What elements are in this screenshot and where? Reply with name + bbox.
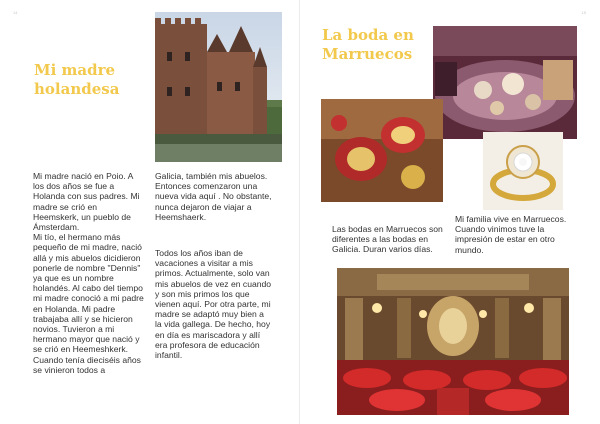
page-number: 14	[13, 10, 18, 15]
castle-photo	[155, 12, 282, 162]
body-text-left: Las bodas en Marruecos son diferentes a las bodas en Galicia. Duran varios días.	[332, 224, 443, 255]
body-text-column-2a: Galicia, también mis abuelos. Entonces comenzaron una nueva vida aquí . No obstante, nunca dejaron de viajar a Heemshaerk.	[155, 171, 272, 222]
page-title: Mi madre holandesa	[34, 61, 120, 98]
wedding-table-icon	[433, 26, 577, 139]
jewellery-photo	[321, 99, 443, 202]
gold-ring-photo	[483, 132, 563, 210]
castle-icon	[155, 12, 282, 162]
ring-icon	[483, 132, 563, 210]
banquet-hall-icon	[337, 268, 569, 415]
body-text-column-2b: Todos los años iban de vacaciones a visitar a mis primos. Actualmente, solo van mis abuelos de vez en cuando y son mis primos los que vienen aquí. Por otra parte, mi madre se adaptó muy bien a la vida gallega. De hecho, hoy en día es mariscadora y allí era profesora de educación infantil.	[155, 248, 272, 361]
page-title: La boda en Marruecos	[322, 26, 414, 63]
page-number: 15	[581, 10, 586, 15]
banquet-hall-photo	[337, 268, 569, 415]
jewellery-icon	[321, 99, 443, 202]
wedding-table-photo	[433, 26, 577, 139]
right-page	[300, 0, 600, 424]
body-text-column-1: Mi madre nació en Poio. A los dos años se fue a Holanda con sus padres. Mi madre se crió en Heemskerk, un pueblo de Ámsterdam. Mi tío, el hermano más pequeño de mi madre, nació allá y mis abuelos dicidieron ponerle de nombre "Dennis" ya que es un nombre holandés. Al cabo del tiempo mi madre conoció a mi padre en Holanda. Mi padre trabajaba allí y se hicieron novios. Tuvieron a mi hermano mayor que nació y se crió en Heemeshkerk. Cuando tenía dieciséis años se vinieron todos a	[33, 171, 144, 375]
body-text-right: Mi familia vive en Marruecos. Cuando vinimos tuve la impresión de estar en otro mundo.	[455, 214, 567, 255]
